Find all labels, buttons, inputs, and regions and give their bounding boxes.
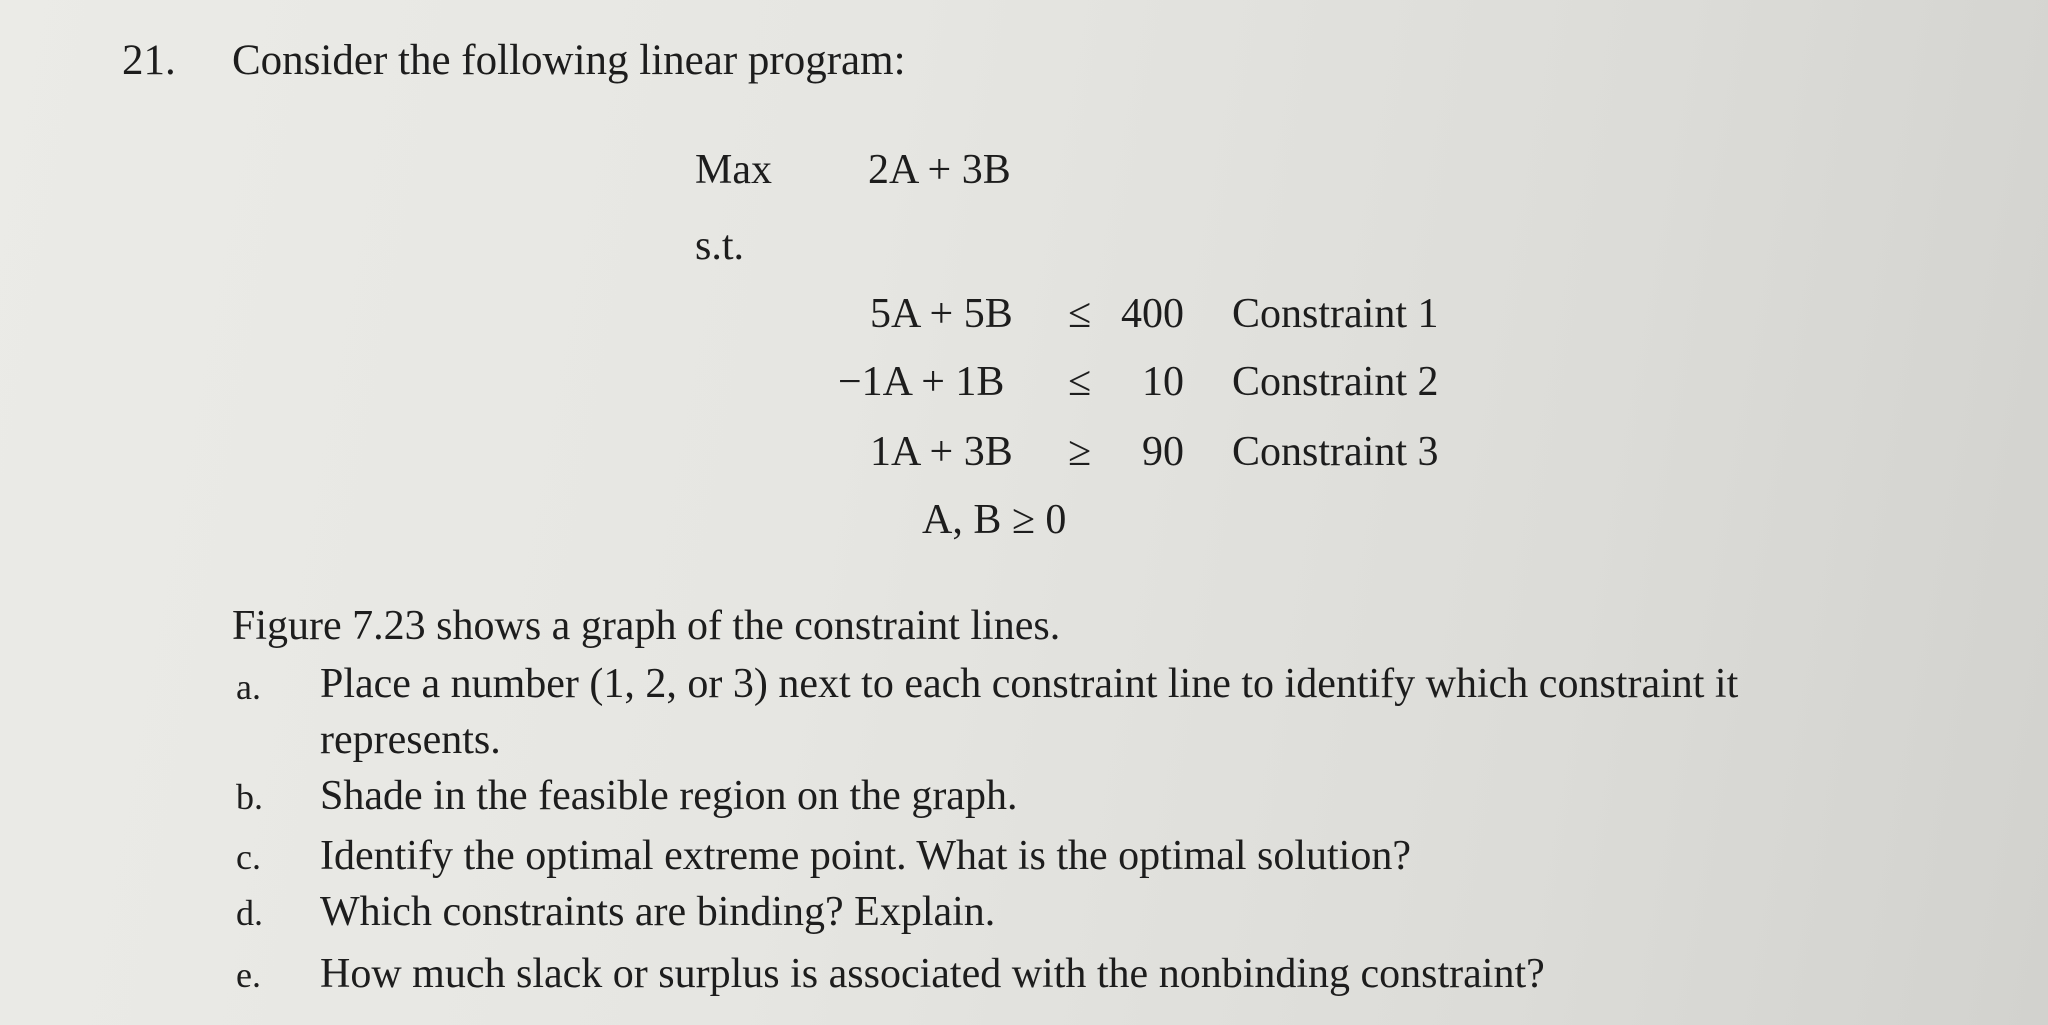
constraint-1-relation: ≤ bbox=[1068, 291, 1092, 337]
question-b-text: Shade in the feasible region on the graph. bbox=[320, 773, 1018, 819]
question-e-text: How much slack or surplus is associated with the nonbinding constraint? bbox=[320, 951, 1545, 997]
question-a-text-continued: represents. bbox=[320, 717, 501, 763]
objective-expression: 2A + 3B bbox=[868, 147, 1011, 193]
constraint-2-name: Constraint 2 bbox=[1232, 359, 1439, 405]
constraint-1-rhs: 400 bbox=[1121, 291, 1184, 337]
question-d-text: Which constraints are binding? Explain. bbox=[320, 889, 996, 935]
constraint-2-rhs: 10 bbox=[1142, 359, 1184, 405]
objective-keyword: Max bbox=[695, 147, 772, 193]
constraint-3-lhs: 1A + 3B bbox=[870, 429, 1013, 475]
constraint-1-name: Constraint 1 bbox=[1232, 291, 1439, 337]
question-a-letter: a. bbox=[236, 667, 261, 707]
question-c-letter: c. bbox=[236, 837, 261, 877]
question-d-letter: d. bbox=[236, 893, 263, 933]
constraint-3-relation: ≥ bbox=[1068, 429, 1092, 475]
constraint-2-relation: ≤ bbox=[1068, 359, 1092, 405]
problem-heading: Consider the following linear program: bbox=[232, 37, 906, 84]
constraint-3-rhs: 90 bbox=[1142, 429, 1184, 475]
nonnegativity-constraint: A, B ≥ 0 bbox=[922, 497, 1067, 543]
problem-number: 21. bbox=[122, 37, 176, 84]
subject-to-label: s.t. bbox=[695, 223, 745, 269]
question-b-letter: b. bbox=[236, 777, 263, 817]
question-a-text: Place a number (1, 2, or 3) next to each constraint line to identify which constraint it bbox=[320, 661, 1739, 707]
figure-note: Figure 7.23 shows a graph of the constraint lines. bbox=[232, 603, 1061, 649]
constraint-3-name: Constraint 3 bbox=[1232, 429, 1439, 475]
question-e-letter: e. bbox=[236, 955, 261, 995]
constraint-1-lhs: 5A + 5B bbox=[870, 291, 1013, 337]
question-c-text: Identify the optimal extreme point. What is the optimal solution? bbox=[320, 833, 1411, 879]
constraint-2-lhs: −1A + 1B bbox=[838, 359, 1005, 405]
